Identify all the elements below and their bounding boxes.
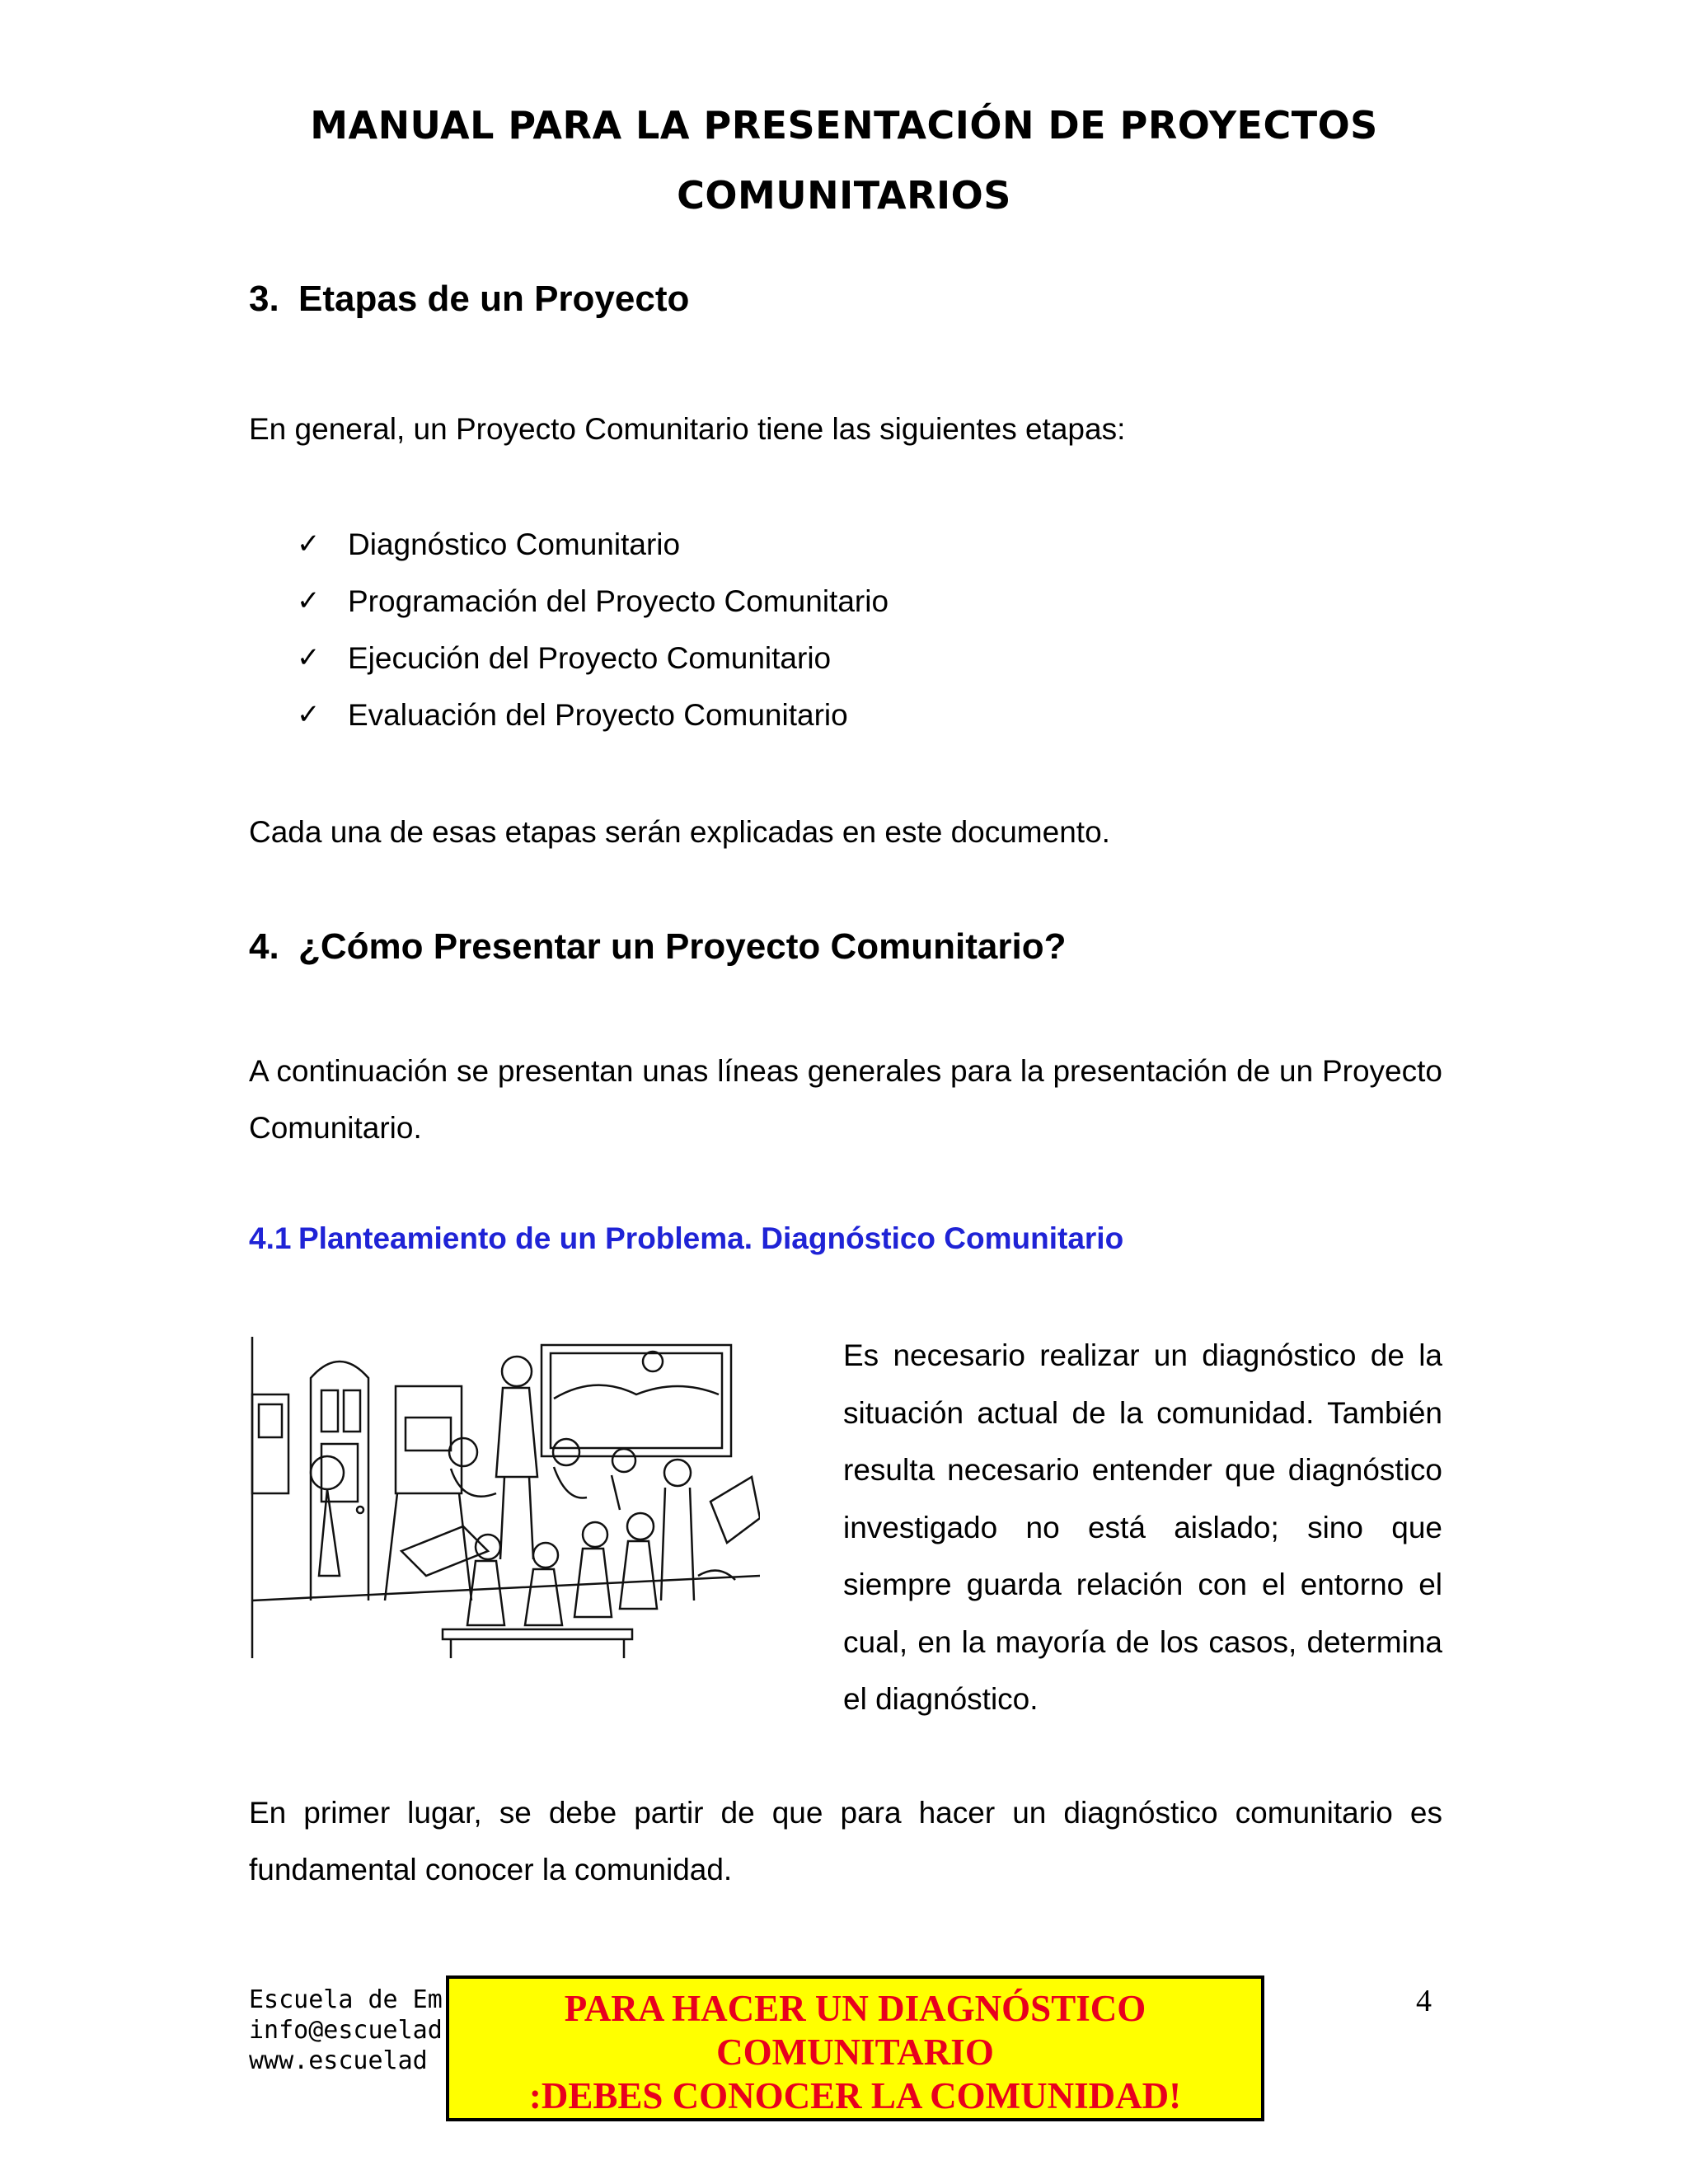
footer-line3: www.escuelad bbox=[249, 2046, 428, 2075]
section4-heading bbox=[249, 926, 1066, 968]
list-item bbox=[297, 630, 889, 687]
callout-line1: PARA HACER UN DIAGNÓSTICO bbox=[564, 1988, 1146, 2029]
section3-number: 3. bbox=[249, 279, 279, 319]
community-meeting-illustration bbox=[249, 1329, 760, 1666]
list-item bbox=[297, 516, 889, 573]
section3-intro: En general, un Proyecto Comunitario tiene las siguientes etapas: bbox=[249, 412, 1126, 446]
document-title-line1: MANUAL PARA LA PRESENTACIÓN DE PROYECTOS bbox=[310, 103, 1378, 148]
list-item bbox=[297, 687, 889, 743]
checkmark-icon: ✓ bbox=[297, 642, 321, 673]
footer-line1: Escuela de Em bbox=[249, 1985, 443, 2014]
subsection-closing: En primer lugar, se debe partir de que para hacer un diagnóstico comunitario es fundamental conocer la comunidad. bbox=[249, 1796, 1442, 1886]
section3-heading bbox=[249, 279, 689, 320]
list-item bbox=[297, 573, 889, 630]
section3-closing: Cada una de esas etapas serán explicadas en este documento. bbox=[249, 815, 1110, 849]
diagnosis-side-text: Es necesario realizar un diagnóstico de la situación actual de la comunidad. También resulta necesario entender que diagnóstico investigado no está aislado; sino que siempre guarda relación con el entorno el cual, en la mayoría de los casos, determina el diagnóstico. bbox=[843, 1338, 1442, 1716]
section4-heading-text: ¿Cómo Presentar un Proyecto Comunitario? bbox=[298, 926, 1067, 967]
subsection-heading bbox=[249, 1221, 1123, 1256]
footer-line2: info@escuelad bbox=[249, 2016, 443, 2045]
document-title-line2: COMUNITARIOS bbox=[677, 173, 1011, 218]
section4-number: 4. bbox=[249, 926, 279, 967]
callout-box bbox=[446, 1975, 1264, 2121]
checkmark-icon: ✓ bbox=[297, 699, 321, 730]
stages-checklist bbox=[297, 516, 889, 743]
footer-contact bbox=[249, 1985, 447, 2076]
stage-label: Evaluación del Proyecto Comunitario bbox=[348, 698, 848, 732]
stage-label: Programación del Proyecto Comunitario bbox=[348, 584, 889, 618]
subsection-heading-text: Planteamiento de un Problema. Diagnóstico Comunitario bbox=[298, 1221, 1124, 1255]
subsection-number: 4.1 bbox=[249, 1221, 292, 1255]
callout-line2: COMUNITARIO bbox=[716, 2032, 994, 2073]
callout-line3: :DEBES CONOCER LA COMUNIDAD! bbox=[528, 2075, 1182, 2116]
section3-heading-text: Etapas de un Proyecto bbox=[298, 279, 690, 319]
stage-label: Ejecución del Proyecto Comunitario bbox=[348, 641, 832, 675]
section4-intro: A continuación se presentan unas líneas generales para la presentación de un Proyecto Comunitario. bbox=[249, 1054, 1442, 1145]
stage-label: Diagnóstico Comunitario bbox=[348, 527, 681, 561]
page-number: 4 bbox=[1416, 1984, 1432, 2018]
checkmark-icon: ✓ bbox=[297, 585, 321, 616]
checkmark-icon: ✓ bbox=[297, 528, 321, 560]
